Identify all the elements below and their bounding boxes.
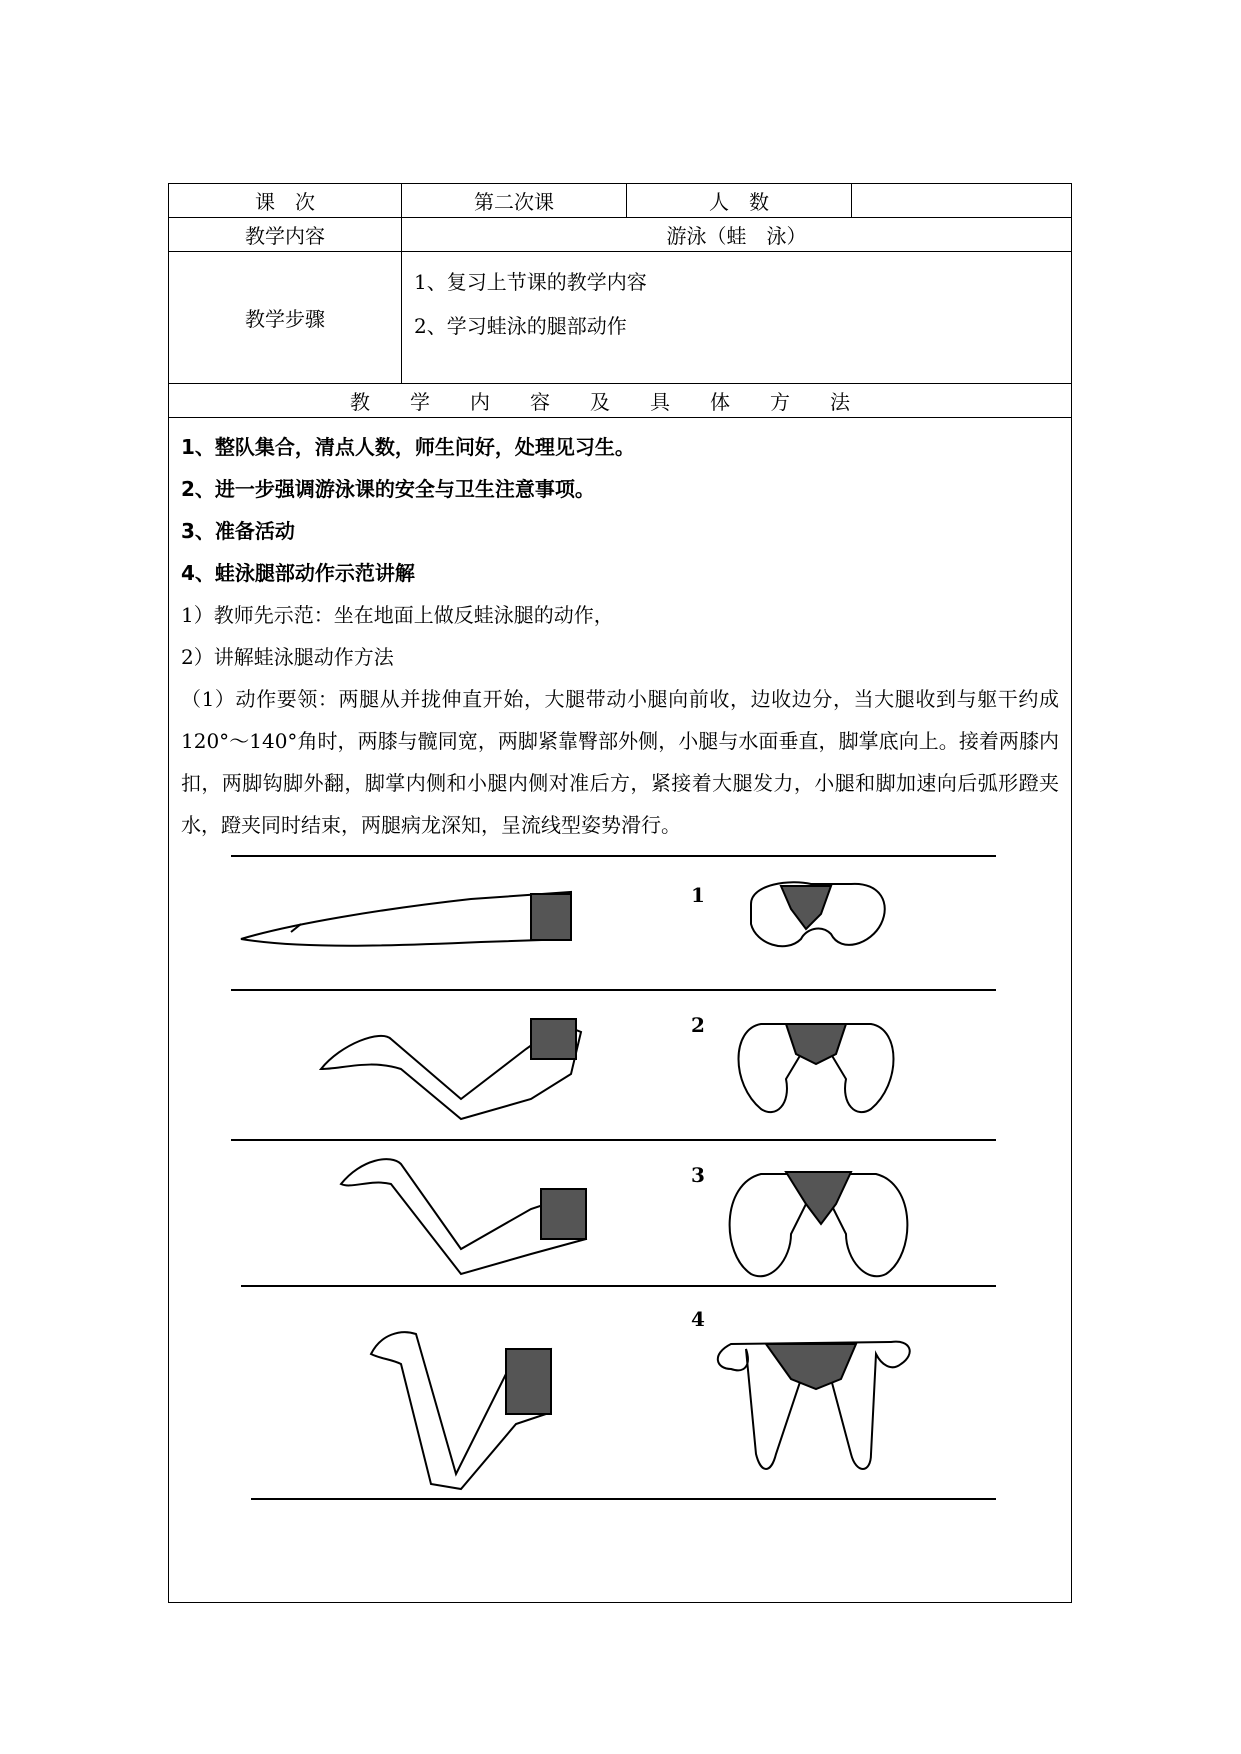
content-item: 2、进一步强调游泳课的安全与卫生注意事项。 [181, 477, 595, 501]
content-item: 1、整队集合，清点人数，师生问好，处理见习生。 [181, 435, 635, 459]
content-cell [169, 418, 1072, 1603]
step-number: 3 [691, 1163, 705, 1187]
step-item: 1、复习上节课的教学内容 [414, 270, 647, 294]
content-label: 教学内容 [169, 218, 402, 252]
section-title: 教学内容及具体方法 [169, 384, 1072, 418]
breaststroke-kick-figure [231, 854, 1001, 1519]
leg-side-view-3 [341, 1159, 586, 1274]
lesson-label: 课 次 [169, 184, 402, 218]
count-value [852, 184, 1072, 218]
step-number: 1 [691, 883, 705, 907]
leg-side-view-4 [371, 1332, 551, 1489]
leg-front-view-4 [718, 1342, 910, 1469]
steps-label: 教学步骤 [169, 252, 402, 384]
leg-front-view-2 [739, 1024, 894, 1112]
lesson-value: 第二次课 [402, 184, 627, 218]
leg-front-view-1 [751, 882, 885, 946]
sub-item: 2）讲解蛙泳腿动作方法 [181, 645, 394, 669]
leg-front-view-3 [730, 1172, 908, 1276]
step-item: 2、学习蛙泳的腿部动作 [414, 314, 627, 338]
count-label: 人 数 [627, 184, 852, 218]
step-number: 2 [691, 1013, 705, 1037]
steps-list [402, 252, 1072, 384]
step-number: 4 [691, 1307, 705, 1331]
content-item: 3、准备活动 [181, 519, 295, 543]
content-value: 游泳（蛙 泳） [402, 218, 1072, 252]
lesson-plan-table [168, 183, 1072, 1603]
technique-paragraph: （1）动作要领：两腿从并拢伸直开始，大腿带动小腿向前收，边收边分，当大腿收到与躯干约成 120°～140°角时，两膝与髋同宽，两脚紧靠臀部外侧，小腿与水面垂直，脚掌底向上。接着两膝内扣，两脚钩脚外翻，脚掌内侧和小腿内侧对准后方，紧接着大腿发力，小腿和脚加速向后弧形蹬夹水，蹬夹同时结束，两腿病龙深知，呈流线型姿势滑行。 [181, 687, 1059, 837]
leg-side-view-1 [241, 892, 571, 946]
leg-side-view-2 [321, 1019, 581, 1119]
content-item: 4、蛙泳腿部动作示范讲解 [181, 561, 415, 585]
sub-item: 1）教师先示范：坐在地面上做反蛙泳腿的动作， [181, 603, 614, 627]
